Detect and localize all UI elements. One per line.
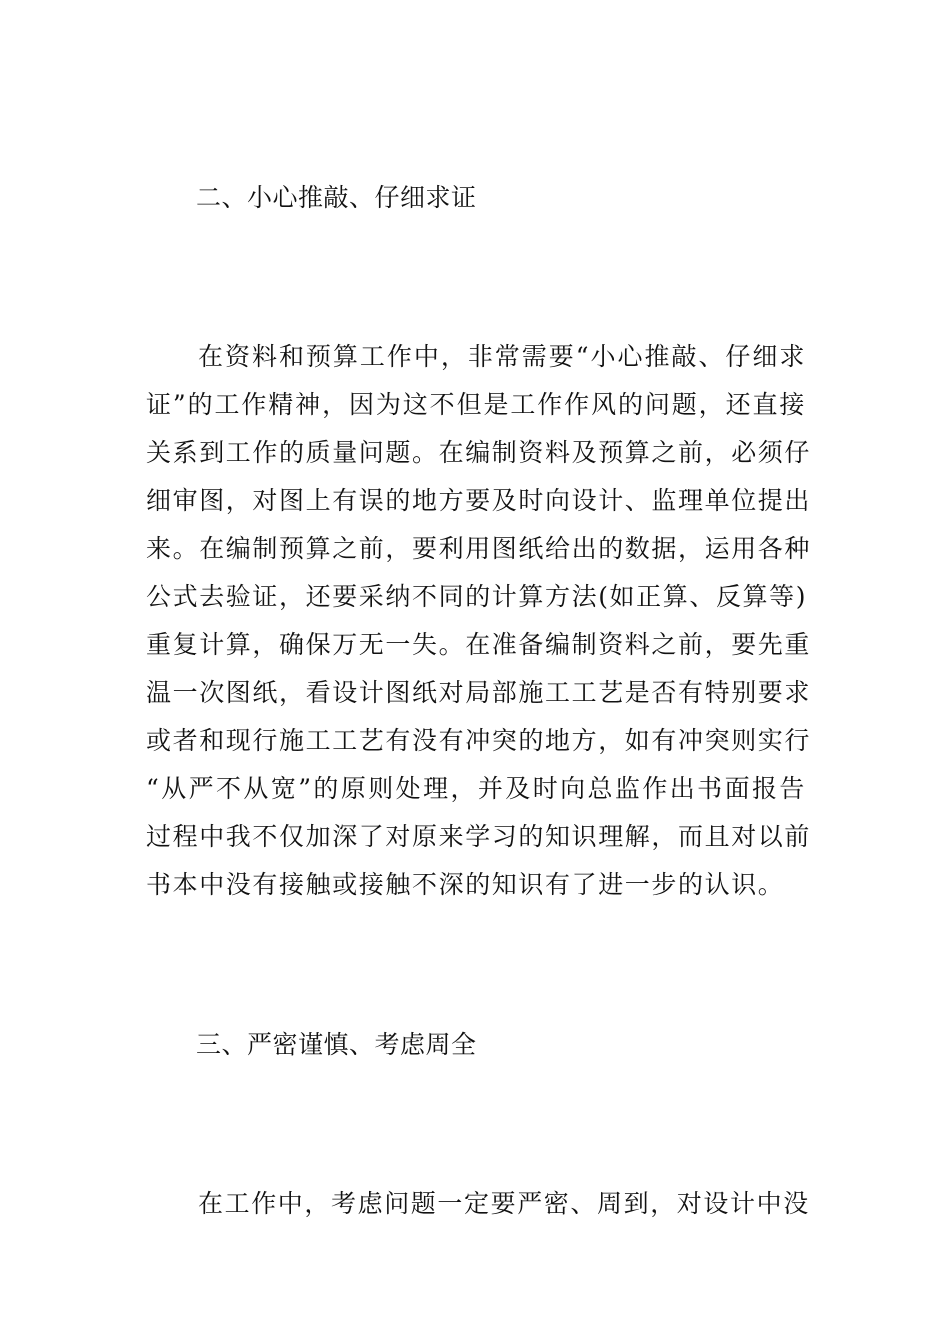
paragraph-line: 温一次图纸，看设计图纸对局部施工工艺是否有特别要求: [146, 678, 812, 707]
paragraph-line: 过程中我不仅加深了对原来学习的知识理解，而且对以前: [146, 822, 812, 851]
section-paragraph: [146, 333, 812, 909]
section-paragraph: [146, 1180, 810, 1228]
paragraph-line: 在工作中，考虑问题一定要严密、周到，对设计中没: [198, 1189, 810, 1218]
paragraph-line: 细审图，对图上有误的地方要及时向设计、监理单位提出: [146, 486, 812, 515]
paragraph-line: 来。在编制预算之前，要利用图纸给出的数据，运用各种: [146, 534, 812, 563]
paragraph-line: 书本中没有接触或接触不深的知识有了进一步的认识。: [146, 870, 785, 899]
paragraph-line: 关系到工作的质量问题。在编制资料及预算之前，必须仔: [146, 438, 812, 467]
paragraph-line: “从严不从宽”的原则处理，并及时向总监作出书面报告: [146, 774, 806, 803]
section-heading: 二、小心推敲、仔细求证: [196, 183, 477, 212]
section-heading: 三、严密谨慎、考虑周全: [196, 1030, 477, 1059]
paragraph-line: 证”的工作精神，因为这不但是工作作风的问题，还直接: [146, 390, 806, 419]
paragraph-line: 公式去验证，还要采纳不同的计算方法(如正算、反算等): [146, 582, 808, 611]
paragraph-line: 或者和现行施工工艺有没有冲突的地方，如有冲突则实行: [146, 726, 812, 755]
paragraph-line: 在资料和预算工作中，非常需要“小心推敲、仔细求: [198, 342, 806, 371]
paragraph-line: 重复计算，确保万无一失。在准备编制资料之前，要先重: [146, 630, 812, 659]
